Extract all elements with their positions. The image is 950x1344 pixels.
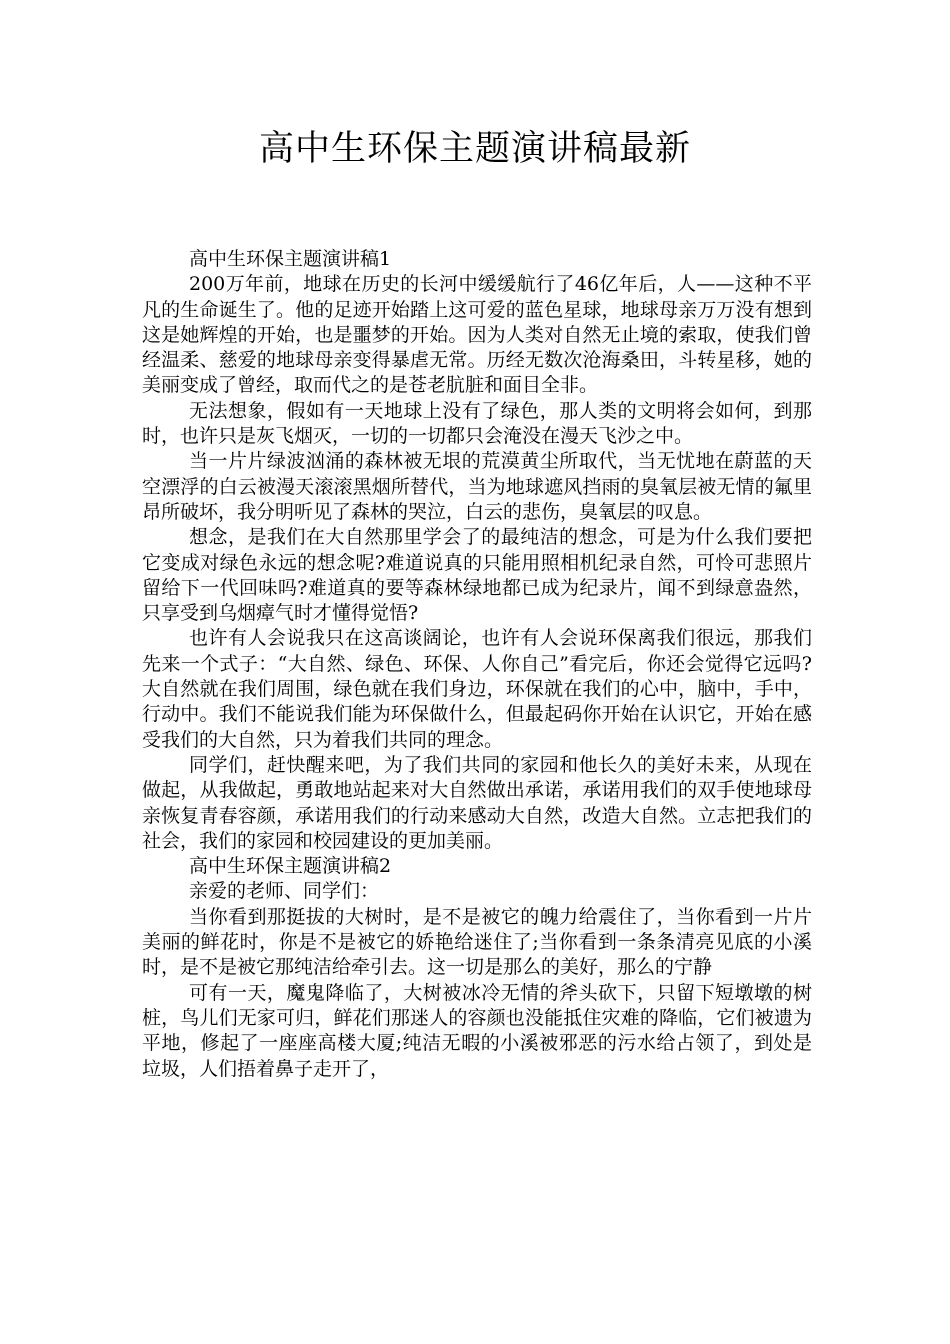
speech-heading-2: 高中生环保主题演讲稿2 <box>189 855 392 878</box>
document-body <box>142 247 812 1082</box>
paragraph: 当一片片绿波汹涌的森林被无垠的荒漠黄尘所取代，当无忧地在蔚蓝的天空漂浮的白云被漫天滚滚黑烟所替代，当为地球遮风挡雨的臭氧层被无情的氟里昂所破坏，我分明听见了森林的哭泣，白云的悲伤，臭氧层的叹息。 <box>142 450 812 523</box>
paragraph: 同学们，赶快醒来吧，为了我们共同的家园和他长久的美好未来，从现在做起，从我做起，勇敢地站起来对大自然做出承诺，承诺用我们的双手使地球母亲恢复青春容颜，承诺用我们的行动来感动大自然，改造大自然。立志把我们的社会，我们的家园和校园建设的更加美丽。 <box>142 753 812 852</box>
document-title: 高中生环保主题演讲稿最新 <box>258 129 691 169</box>
paragraph: 当你看到那挺拔的大树时，是不是被它的魄力给震住了，当你看到一片片美丽的鲜花时，你是不是被它的娇艳给迷住了;当你看到一条条清亮见底的小溪时，是不是被它那纯洁给牵引去。这一切是那么的美好，那么的宁静 <box>142 905 812 979</box>
paragraph: 也许有人会说我只在这高谈阔论，也许有人会说环保离我们很远，那我们先来一个式子：“大自然、绿色、环保、人你自己”看完后，你还会觉得它远吗?大自然就在我们周围，绿色就在我们身边，环保就在我们的心中，脑中，手中，行动中。我们不能说我们能为环保做什么，但最起码你开始在认识它，开始在感受我们的大自然，只为着我们共同的理念。 <box>142 627 812 751</box>
salutation: 亲爱的老师、同学们： <box>189 880 380 903</box>
paragraph: 可有一天，魔鬼降临了，大树被冰冷无情的斧头砍下，只留下短墩墩的树桩，鸟儿们无家可归，鲜花们那迷人的容颜也没能抵住灾难的降临，它们被遗为平地，修起了一座座高楼大厦;纯洁无暇的小溪被邪恶的污水给占领了，到处是垃圾，人们捂着鼻子走开了， <box>142 981 812 1080</box>
paragraph: 想念，是我们在大自然那里学会了的最纯洁的想念，可是为什么我们要把它变成对绿色永远的想念呢?难道说真的只能用照相机纪录自然，可怜可悲照片留给下一代回味吗?难道真的要等森林绿地都已成为纪录片，闻不到绿意盎然，只享受到乌烟瘴气时才懂得觉悟? <box>142 526 812 625</box>
paragraph: 200万年前，地球在历史的长河中缓缓航行了46亿年后，人——这种不平凡的生命诞生了。他的足迹开始踏上这可爱的蓝色星球，地球母亲万万没有想到这是她辉煌的开始，也是噩梦的开始。因为人类对自然无止境的索取，使我们曾经温柔、慈爱的地球母亲变得暴虐无常。历经无数次沧海桑田，斗转星移，她的美丽变成了曾经，取而代之的是苍老肮脏和面目全非。 <box>142 273 812 397</box>
speech-heading-1: 高中生环保主题演讲稿1 <box>189 248 392 270</box>
paragraph: 无法想象，假如有一天地球上没有了绿色，那人类的文明将会如何，到那时，也许只是灰飞烟灭，一切的一切都只会淹没在漫天飞沙之中。 <box>142 399 812 448</box>
